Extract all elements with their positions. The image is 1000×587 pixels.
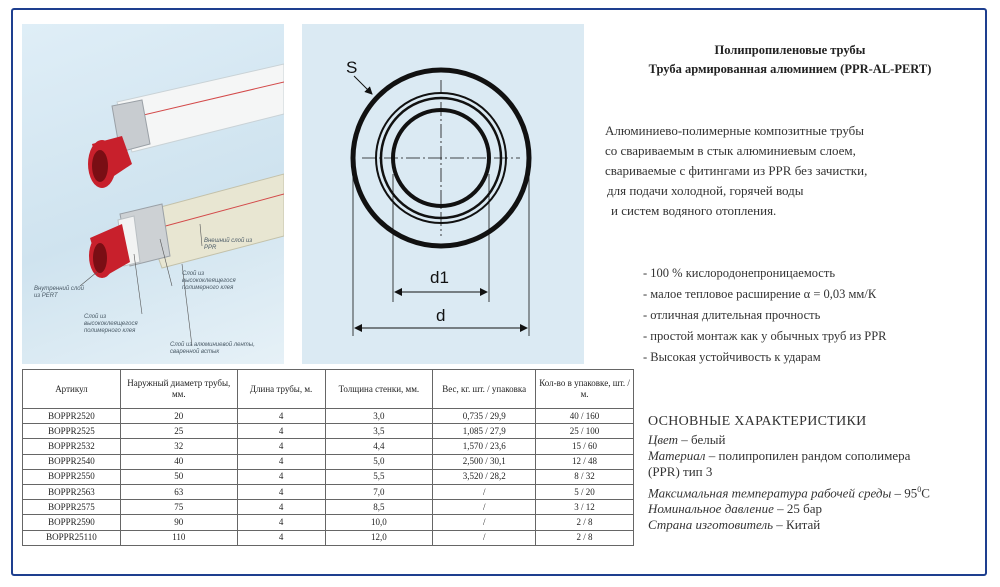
header-quantity: Кол-во в упаковке, шт. / м.: [536, 370, 634, 409]
cell-weight: 0,735 / 29,9: [433, 409, 536, 424]
cell-length: 4: [237, 469, 325, 484]
table-row: [23, 409, 634, 424]
header-length: Длина трубы, м.: [237, 370, 325, 409]
label-outer-layer: Внешний слой из PPR: [204, 238, 253, 251]
color-row: [648, 432, 988, 448]
cell-weight: 2,500 / 30,1: [433, 454, 536, 469]
table-row: [23, 469, 634, 484]
label-inner-layer: Внутренний слой из PERT: [34, 286, 84, 299]
intro-text: [605, 121, 867, 221]
cell-article: BOPPR25110: [23, 530, 121, 545]
dim-d-label: d: [436, 306, 446, 325]
pressure-row: [648, 501, 988, 517]
cell-length: 4: [237, 424, 325, 439]
header-wall: Толщина стенки, мм.: [325, 370, 433, 409]
feature-item: - простой монтаж как у обычных труб из PPR: [643, 329, 887, 343]
cell-quantity: 12 / 48: [536, 454, 634, 469]
cell-length: 4: [237, 439, 325, 454]
material-value: – полипропилен рандом сополимера: [705, 448, 911, 463]
cell-weight: 1,570 / 23,6: [433, 439, 536, 454]
cell-wall: 7,0: [325, 484, 433, 499]
cell-quantity: 5 / 20: [536, 484, 634, 499]
cell-diameter: 40: [120, 454, 237, 469]
pressure-value: – 25 бар: [773, 501, 823, 517]
cell-wall: 10,0: [325, 515, 433, 530]
cell-weight: /: [433, 484, 536, 499]
spec-table: [22, 369, 634, 546]
cell-diameter: 75: [120, 500, 237, 515]
feature-item: - отличная длительная прочность: [643, 308, 821, 322]
temperature-unit: С: [921, 485, 930, 501]
cell-wall: 8,5: [325, 500, 433, 515]
cell-article: BOPPR2563: [23, 484, 121, 499]
features-list: [643, 263, 887, 368]
temperature-value: – 95: [891, 485, 918, 501]
label-aluminium: Слой из алюминиевой ленты, сваренной встык: [170, 342, 255, 355]
label-adhesive-1: Слой из высококлеящегося полимерного клея: [182, 271, 236, 291]
table-row: [23, 530, 634, 545]
cell-wall: 5,5: [325, 469, 433, 484]
cell-quantity: 2 / 8: [536, 530, 634, 545]
heading-line-2: Труба армированная алюминием (PPR-AL-PERT): [648, 62, 932, 76]
feature-item: - Высокая устойчивость к ударам: [643, 350, 821, 364]
temperature-sup: 0: [917, 485, 922, 494]
header-weight: Вес, кг. шт. / упаковка: [433, 370, 536, 409]
country-row: [648, 517, 988, 533]
cell-weight: /: [433, 515, 536, 530]
header-article: Артикул: [23, 370, 121, 409]
cell-wall: 3,5: [325, 424, 433, 439]
country-label: Страна изготовитель: [648, 517, 774, 533]
cell-diameter: 110: [120, 530, 237, 545]
cell-weight: 3,520 / 28,2: [433, 469, 536, 484]
cell-wall: 12,0: [325, 530, 433, 545]
table-row: [23, 484, 634, 499]
heading-line-1: Полипропиленовые трубы: [714, 43, 866, 57]
cell-quantity: 25 / 100: [536, 424, 634, 439]
dim-d1-label: d1: [430, 268, 449, 287]
color-value: – белый: [678, 432, 726, 447]
cross-section-drawing: [302, 24, 584, 364]
material-value-2: (PPR) тип 3: [648, 464, 713, 479]
intro-line: и систем водяного отопления.: [611, 203, 777, 218]
cell-article: BOPPR2532: [23, 439, 121, 454]
cell-diameter: 63: [120, 484, 237, 499]
cell-wall: 5,0: [325, 454, 433, 469]
cell-weight: /: [433, 500, 536, 515]
table-row: [23, 454, 634, 469]
table-row: [23, 439, 634, 454]
intro-line: для подачи холодной, горячей воды: [607, 183, 804, 198]
cell-length: 4: [237, 530, 325, 545]
cell-diameter: 20: [120, 409, 237, 424]
cell-weight: /: [433, 530, 536, 545]
feature-item: - 100 % кислородонепроницаемость: [643, 266, 836, 280]
intro-line: свариваемые с фитингами из PPR без зачистки,: [605, 163, 868, 178]
cell-diameter: 90: [120, 515, 237, 530]
cell-article: BOPPR2550: [23, 469, 121, 484]
color-label: Цвет: [648, 432, 679, 447]
cell-weight: 1,085 / 27,9: [433, 424, 536, 439]
cell-wall: 3,0: [325, 409, 433, 424]
temperature-row: [648, 482, 988, 501]
cell-article: BOPPR2575: [23, 500, 121, 515]
cell-diameter: 32: [120, 439, 237, 454]
cell-article: BOPPR2525: [23, 424, 121, 439]
table-header-row: [23, 370, 634, 409]
cell-length: 4: [237, 409, 325, 424]
country-value: – Китай: [773, 517, 821, 533]
cell-article: BOPPR2540: [23, 454, 121, 469]
cell-length: 4: [237, 515, 325, 530]
dim-s-label: S: [346, 58, 358, 77]
pressure-label: Номинальное давление: [648, 501, 774, 517]
table-row: [23, 500, 634, 515]
table-row: [23, 515, 634, 530]
feature-item: - малое тепловое расширение α = 0,03 мм/К: [643, 287, 877, 301]
cell-article: BOPPR2590: [23, 515, 121, 530]
cell-length: 4: [237, 454, 325, 469]
material-label: Материал: [648, 448, 706, 463]
characteristics-title: ОСНОВНЫЕ ХАРАКТЕРИСТИКИ: [648, 414, 867, 429]
intro-line: со свариваемым в стык алюминиевым слоем,: [605, 143, 856, 158]
cell-quantity: 2 / 8: [536, 515, 634, 530]
temperature-label: Максимальная температура рабочей среды: [648, 485, 892, 501]
material-row: [648, 448, 988, 464]
table-row: [23, 424, 634, 439]
cell-diameter: 50: [120, 469, 237, 484]
header-diameter: Наружный диаметр трубы, мм.: [120, 370, 237, 409]
cell-quantity: 3 / 12: [536, 500, 634, 515]
cell-quantity: 40 / 160: [536, 409, 634, 424]
cell-quantity: 15 / 60: [536, 439, 634, 454]
characteristics: [648, 414, 988, 533]
pipe-photo: [22, 24, 284, 364]
cell-length: 4: [237, 500, 325, 515]
cell-wall: 4,4: [325, 439, 433, 454]
cell-length: 4: [237, 484, 325, 499]
cell-quantity: 8 / 32: [536, 469, 634, 484]
intro-line: Алюминиево-полимерные композитные трубы: [605, 123, 865, 138]
cell-article: BOPPR2520: [23, 409, 121, 424]
label-adhesive-2: Слой из высококлеящегося полимерного клея: [84, 314, 138, 334]
cell-diameter: 25: [120, 424, 237, 439]
